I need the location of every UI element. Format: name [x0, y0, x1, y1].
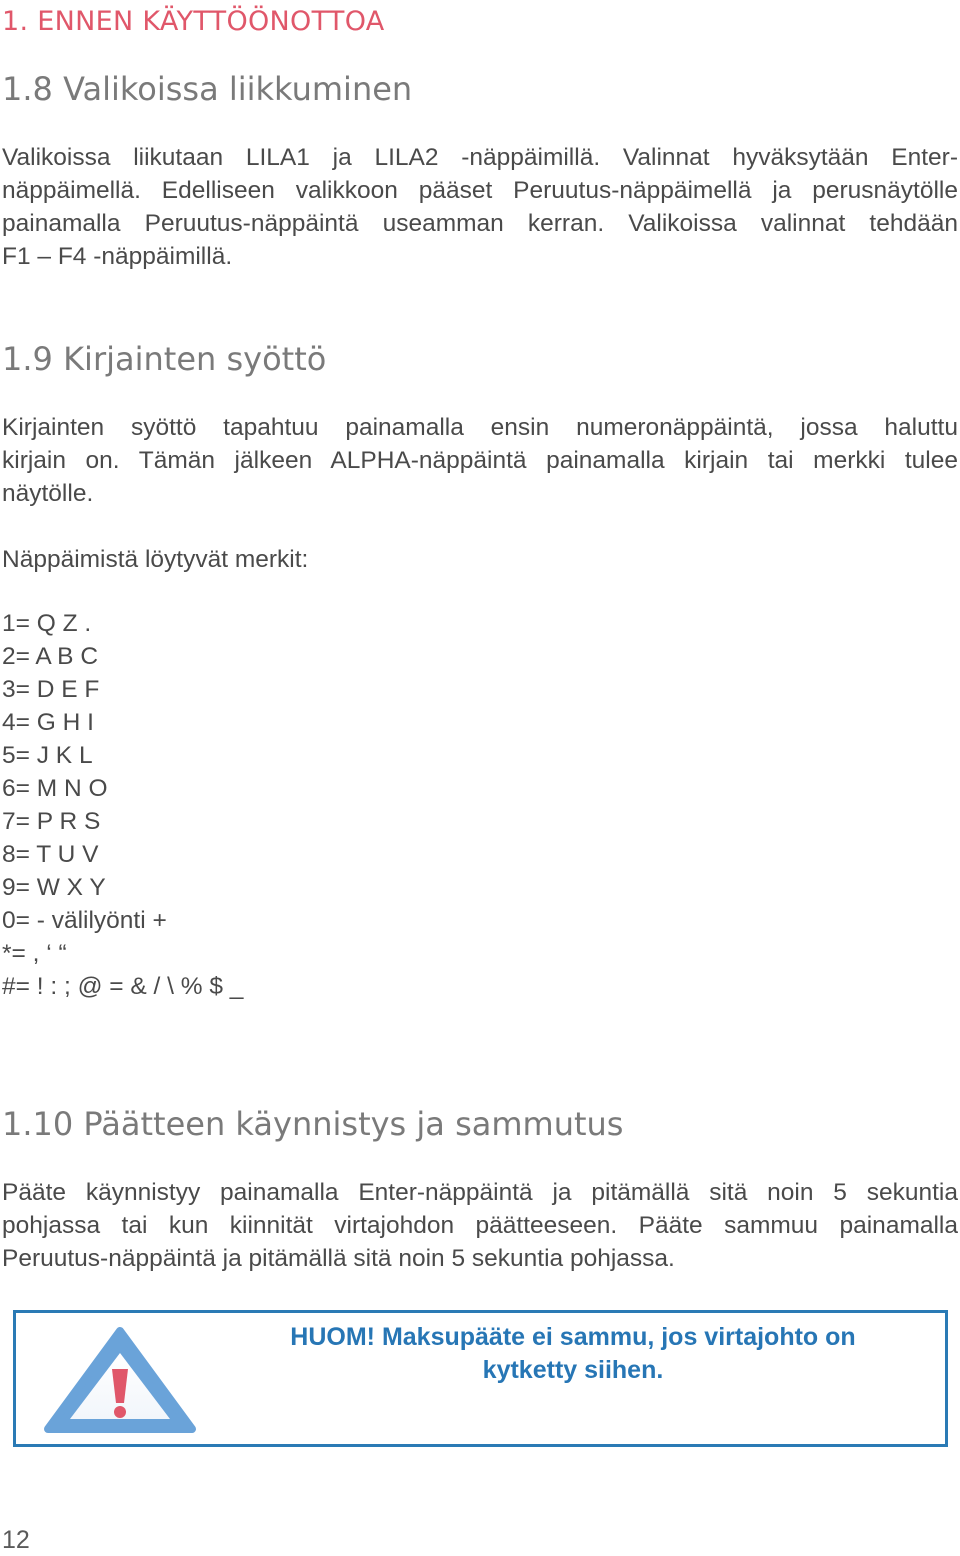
warning-notice-box	[13, 1310, 948, 1447]
keys-intro-text: Näppäimistä löytyvät merkit:	[2, 546, 309, 573]
page-number: 12	[2, 1526, 30, 1554]
paragraph-line: painamalla Peruutus-näppäintä useamman kerran. Valikoissa valinnat tehdään	[2, 210, 958, 237]
key-mapping-item: 8= T U V	[2, 841, 99, 868]
chapter-header: 1. ENNEN KÄYTTÖÖNOTTOA	[2, 6, 385, 37]
key-mapping-item: #= ! : ; @ = & / \ % $ _	[2, 973, 244, 1000]
paragraph-line: Pääte käynnistyy painamalla Enter-näppäintä ja pitämällä sitä noin 5 sekuntia	[2, 1179, 958, 1206]
paragraph-line: pohjassa tai kun kiinnität virtajohdon päätteeseen. Pääte sammuu painamalla	[2, 1212, 958, 1239]
key-mapping-item: 5= J K L	[2, 742, 93, 769]
section-1-10-title: 1.10 Päätteen käynnistys ja sammutus	[2, 1105, 624, 1143]
warning-notice-text	[228, 1321, 918, 1387]
key-character-list	[2, 607, 243, 1003]
notice-line: kytketty siihen.	[482, 1356, 664, 1384]
section-1-9-paragraph	[2, 411, 958, 510]
paragraph-line: kirjain on. Tämän jälkeen ALPHA-näppäintä painamalla kirjain tai merkki tulee	[2, 447, 958, 474]
key-mapping-item: 4= G H I	[2, 709, 94, 736]
paragraph-line: Valikoissa liikutaan LILA1 ja LILA2 -näppäimillä. Valinnat hyväksytään Enter-	[2, 144, 958, 171]
key-mapping-item: 2= A B C	[2, 643, 99, 670]
key-mapping-item: 1= Q Z .	[2, 610, 92, 637]
notice-line: HUOM! Maksupääte ei sammu, jos virtajohto on	[290, 1323, 856, 1351]
paragraph-line: Kirjainten syöttö tapahtuu painamalla ensin numeronäppäintä, jossa haluttu	[2, 414, 958, 441]
section-1-10-paragraph	[2, 1176, 958, 1275]
key-mapping-item: 9= W X Y	[2, 874, 106, 901]
paragraph-line: näytölle.	[2, 480, 94, 507]
key-mapping-item: 7= P R S	[2, 808, 101, 835]
paragraph-line: Peruutus-näppäintä ja pitämällä sitä noin 5 sekuntia pohjassa.	[2, 1245, 675, 1272]
section-1-8-title: 1.8 Valikoissa liikkuminen	[2, 70, 413, 108]
key-mapping-item: 6= M N O	[2, 775, 108, 802]
key-mapping-item: *= , ‘ “	[2, 940, 67, 967]
section-1-9-title: 1.9 Kirjainten syöttö	[2, 340, 327, 378]
section-1-8-paragraph	[2, 141, 958, 273]
warning-triangle-icon	[42, 1325, 198, 1437]
paragraph-line: F1 – F4 -näppäimillä.	[2, 243, 233, 270]
keys-intro	[2, 543, 958, 576]
key-mapping-item: 3= D E F	[2, 676, 100, 703]
key-mapping-item: 0= - välilyönti +	[2, 907, 167, 934]
paragraph-line: näppäimellä. Edelliseen valikkoon pääset Peruutus-näppäimellä ja perusnäytölle	[2, 177, 958, 204]
